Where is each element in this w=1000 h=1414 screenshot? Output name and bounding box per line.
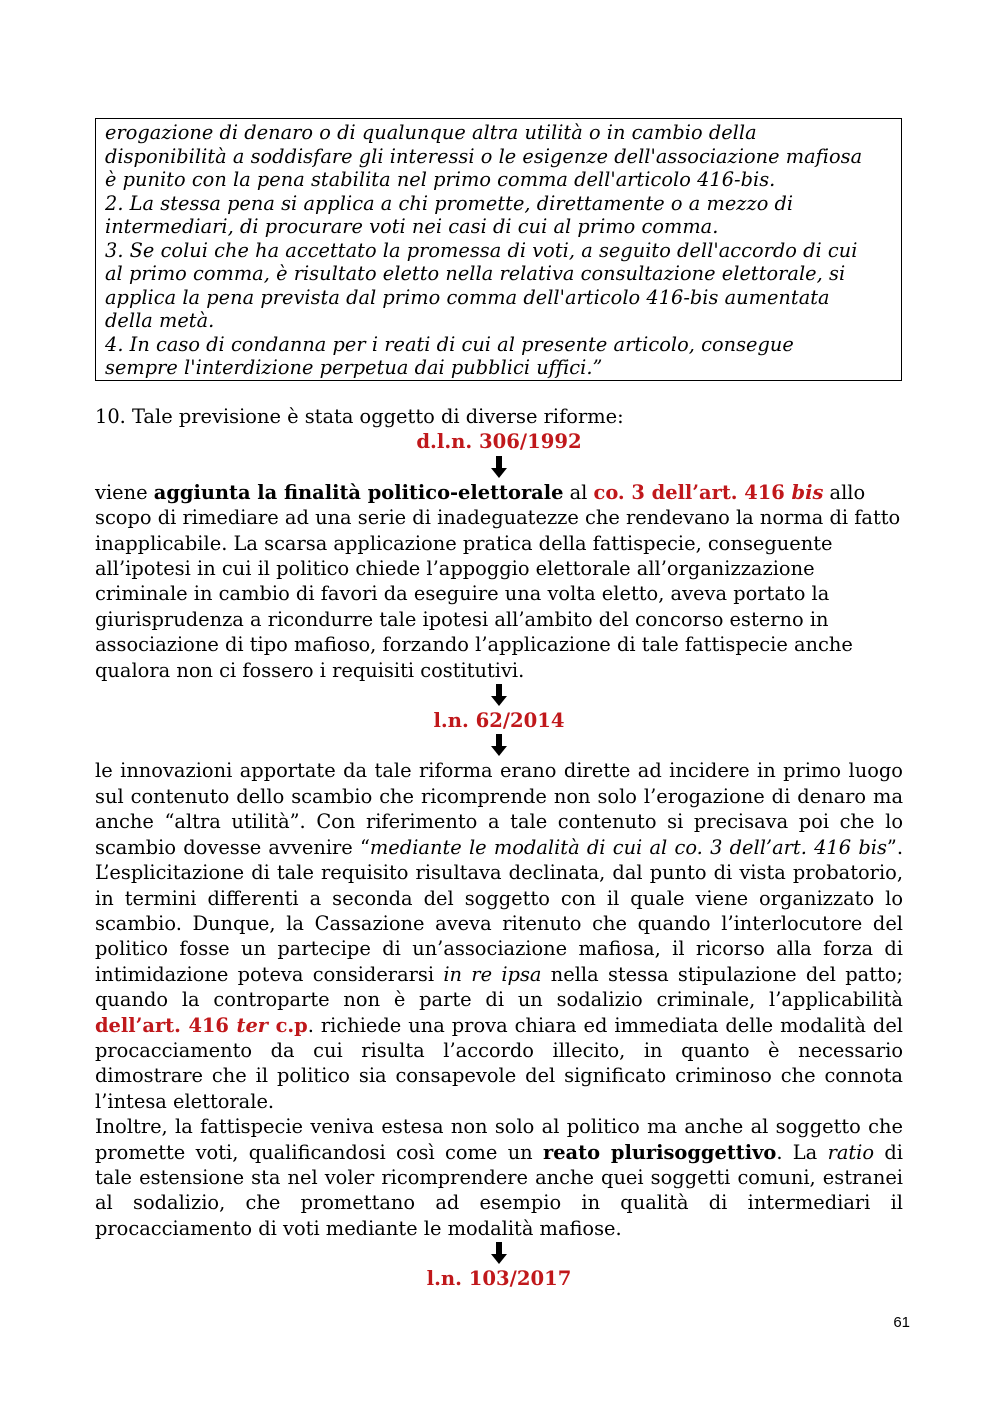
p2-text: ”. L’esplicitazione di tale requisito risultava declinata, dal punto di vista probatorio, in termini differenti a seconda del soggetto con il quale viene organizzato lo scambio. Dunque, la Cassazione aveva ritenuto che quando l’interlocutore del politico fosse un partecipe di un’associazione mafiosa, il ricorso alla forza di intimidazione poteva considerarsi: [95, 835, 903, 986]
p3-italic: ratio: [827, 1140, 875, 1164]
law-heading-3: l.n. 103/2017: [426, 1267, 572, 1291]
p2-text: le innovazioni apportate da tale riforma erano dirette ad incidere in primo luogo sul contenuto dello scambio che ricomprende non solo l’erogazione di denaro ma anche “altra utilità”. Con riferimento a tale contenuto si precisava poi che lo scambio dovesse avvenire “: [95, 759, 903, 859]
quote-line: 2. La stessa pena si applica a chi promette, direttamente o a mezzo di: [105, 191, 794, 215]
paragraph-3: [95, 1114, 903, 1241]
down-arrow-icon: [95, 733, 903, 758]
p2-text: . richiede una prova chiara ed immediata delle modalità del procacciamento da cui risulta l’accordo illecito, in quanto è necessario dimostrare che il politico sia consapevole del significato criminoso che connota l’intesa elettorale.: [95, 1013, 904, 1113]
down-arrow-icon: [95, 683, 903, 708]
down-arrow-icon: [95, 1241, 903, 1266]
paragraph-1: [95, 480, 903, 683]
down-arrow-icon: [95, 455, 903, 480]
p3-bold: reato plurisoggettivo: [543, 1140, 777, 1164]
paragraph-2: [95, 758, 903, 1114]
p2-text: nella stessa stipulazione del patto; quando la controparte non è parte di un sodalizio criminale, l’applicabilità: [95, 962, 903, 1012]
section-body: [95, 404, 903, 1292]
p1-text: viene: [95, 480, 154, 504]
law-heading-1: d.l.n. 306/1992: [416, 430, 582, 454]
p2-italic: in re ipsa: [443, 962, 542, 986]
p1-text: al: [563, 480, 594, 504]
quote-line: della metà.: [105, 309, 215, 332]
quote-line: al primo comma, è risultato eletto nella relativa consultazione elettorale, si: [105, 262, 846, 285]
p3-text: Inoltre, la fattispecie veniva estesa non solo al politico ma anche al soggetto che promette voti, qualificandosi così come un: [95, 1115, 903, 1164]
p1-bold: aggiunta la finalità politico-elettorale: [153, 480, 564, 504]
p1-red-ref: co. 3 dell’art. 416: [593, 480, 792, 504]
law-heading-2: l.n. 62/2014: [433, 709, 565, 733]
quoted-article-box: [95, 118, 902, 381]
quote-line: 3. Se colui che ha accettato la promessa di voti, a seguito dell'accordo di cui: [105, 238, 858, 262]
p3-text: . La: [776, 1140, 828, 1164]
p2-red-ref: c.p: [268, 1013, 308, 1037]
quote-line: disponibilità a soddisfare gli interessi o le esigenze dell'associazione mafiosa: [105, 144, 863, 168]
p1-text: allo scopo di rimediare ad una serie di inadeguatezze che rendevano la norma di fatto inapplicabile. La scarsa applicazione pratica della fattispecie, conseguente all’ipotesi in cui il politico chiede l’appoggio elettorale all’organizzazione criminale in cambio di favori da eseguire una volta eletto, aveva portato la giurisprudenza a ricondurre tale ipotesi all’ambito del concorso esterno in associazione di tipo mafioso, forzando l’applicazione di tale fattispecie anche qualora non ci fossero i requisiti costitutivi.: [95, 480, 901, 682]
quote-line: 4. In caso di condanna per i reati di cui al presente articolo, consegue: [105, 332, 794, 356]
p2-italic-quote: mediante le modalità di cui al co. 3 dell’art. 416 bis: [369, 835, 887, 859]
p1-red-ref-italic: bis: [791, 480, 824, 504]
quote-line: sempre l'interdizione perpetua dai pubblici uffici.”: [105, 356, 603, 379]
quote-line: erogazione di denaro o di qualunque altra utilità o in cambio della: [105, 121, 757, 144]
p2-red-ref-italic: ter: [236, 1013, 269, 1037]
p3-text: di tale estensione sta nel voler ricomprendere anche quei soggetti comuni, estranei al sodalizio, che promettano ad esempio in qualità di intermediari il procacciamento di voti mediante le modalità mafiose.: [95, 1140, 903, 1240]
section-intro: 10. Tale previsione è stata oggetto di diverse riforme:: [95, 405, 624, 428]
quote-line: applica la pena prevista dal primo comma dell'articolo 416-bis aumentata: [105, 285, 830, 309]
quote-line: intermediari, di procurare voti nei casi di cui al primo comma.: [105, 215, 719, 238]
quote-line: è punito con la pena stabilita nel primo comma dell'articolo 416-bis.: [105, 168, 776, 191]
page-number: 61: [893, 1314, 910, 1331]
p2-red-ref: dell’art. 416: [95, 1013, 237, 1037]
